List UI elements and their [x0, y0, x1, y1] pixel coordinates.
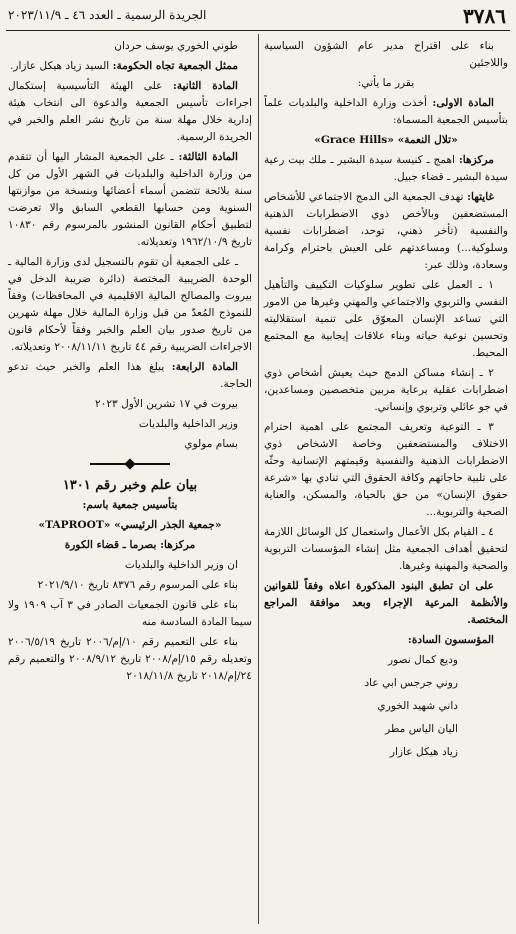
basis-decree: بناء على المرسوم رقم ٨٣٧٦ تاريخ ٢٠٢١/٩/١٠ — [37, 579, 238, 591]
article-4-text: يبلغ هذا العلم والخبر حيث تدعو الحاجة. — [8, 361, 252, 390]
header-rule — [6, 30, 510, 31]
article-1-label: المادة الاولى: — [432, 97, 494, 109]
representative-label: ممثل الجمعية تجاه الحكومة: — [112, 60, 238, 72]
signature-date: بيروت في ١٧ تشرين الأول ٢٠٢٣ — [94, 398, 238, 410]
article-3 — [8, 149, 252, 251]
article-3-text: ـ على الجمعية المشار اليها أن تتقدم من وزارة الداخلية والبلديات في الشهر الأول من كل سنة بلائحة تتضمن أسماء أعضائها وبنسخة من موازنتها السنوية ومن حسابها القطعي السابق والا تعرضت لتطبيق أحكام القانون المنشور بالمرسوم رقم ١٠٨٣٠ تاريخ ١٩٦٢/١٠/٩ وتعديلاته. — [8, 151, 252, 248]
right-column — [264, 38, 508, 767]
headquarters-label: مركزها: — [458, 154, 494, 166]
association-name: «تلال النعمة» «Grace Hills» — [314, 134, 458, 146]
founder-6: طوني الخوري يوسف حردان — [114, 40, 238, 52]
minister-line: ان وزير الداخلية والبلديات — [124, 559, 238, 571]
founder-3: داني شهيد الخوري — [377, 700, 458, 712]
article-2-label: المادة الثانية: — [172, 80, 238, 92]
article-3-tax: ـ على الجمعية أن تقوم بالتسجيل لدى وزارة المالية ـ الوحدة الضريبية المختصة (دائرة ضريبة الدخل في بيروت والمصالح المالية الاقليمية في المحافظات) وفقاً للنموذج المُعدّ من قبل وزارة المالية خلال مهلة شهرين من تاريخ صدور بيان العلم والخبر وفقاً لأحكام قانون الاجراءات الضريبية رقم ٤٤ تاريخ ٢٠٠٨/١١/١١ وتعديلاته. — [8, 256, 252, 353]
goal — [264, 189, 508, 274]
founder-5: زياد هيكل عازار — [389, 746, 458, 758]
article-1-text: أخذت وزارة الداخلية والبلديات علماً بتأسيس الجمعية المسماة: — [264, 97, 508, 126]
page-header — [0, 0, 516, 30]
goal-text: تهدف الجمعية الى الدمج الاجتماعي للأشخاص المستضعفين وبالأخص ذوي الاضطرابات الذهنية والنفسية (تأخر ذهني، توحد، اضطرابات نفسية وسلوكية...) ومساعدتهم على العيش باحترام وكرامة وسعادة، وذلك عبر: — [264, 191, 508, 271]
basis-circular: بناء على التعميم رقم ١٠/إم/٢٠٠٦ تاريخ ٢٠٠٦/٥/١٩ وتعديله رقم ١٥/إم/٢٠٠٨ تاريخ ٢٠٠٨/٩/١٢ والتعميم رقم ٢٤/إم/٢٠١٨ تاريخ ٢٠١٨/١١/٨ — [8, 636, 252, 682]
article-2-text: على الهيئة التأسيسية إستكمال اجراءات تأسيس الجمعية والدعوة الى انتخاب هيئة إدارية خلال مهلة سنة من تاريخ نشر العلم والخبر في الجريدة الرسمية. — [8, 80, 252, 143]
basis-law: بناء على قانون الجمعيات الصادر في ٣ آب ١٩٠٩ ولا سيما المادة السادسة منه — [8, 599, 252, 628]
notice-headquarters: مركزها: بصرما ـ قضاء الكورة — [64, 539, 196, 551]
article-4 — [8, 359, 252, 393]
government-representative — [8, 58, 252, 75]
left-column — [8, 38, 252, 688]
headquarters-text: اهمج ـ كنيسة سيدة البشير ـ ملك بيت رعية سيدة البشير ـ قضاء جبيل. — [264, 154, 508, 183]
representative-text: السيد زياد هيكل عازار. — [10, 60, 110, 72]
article-3-label: المادة الثالثة: — [178, 151, 238, 163]
preamble-proposal: بناء على اقتراح مدير عام الشؤون السياسية واللاجئين — [264, 40, 508, 69]
signature-title: وزير الداخلية والبلديات — [138, 418, 238, 430]
goal-item-1: ١ ـ العمل على تطوير سلوكيات التكييف والتأهيل النفسي والتربوي والاجتماعي والمهني وغيرها من الامور التي تساعد الإنسان المعوّق على تنمية استقلاليته وتحسين نوعية حياته وبناء علاقات إيجابية مع المجتمع المحيط. — [264, 279, 508, 359]
article-1 — [264, 95, 508, 129]
column-divider — [258, 34, 259, 924]
page-number: ٣٧٨٦ — [463, 4, 506, 28]
notice-title: بيان علم وخبر رقم ١٣٠١ — [62, 478, 198, 493]
founder-2: روني جرجس ابي عاد — [364, 677, 458, 689]
founder-4: اليان الياس مطر — [385, 723, 458, 735]
condition-clause: على ان تطبق البنود المذكورة اعلاه وفقاً للقوانين والأنظمة المرعية الإجراء وبعد موافقة المراجع المختصة. — [264, 580, 508, 626]
founder-1: وديع كمال نصور — [388, 654, 458, 666]
headquarters — [264, 152, 508, 186]
signature-name: بسام مولوي — [184, 438, 238, 450]
goal-item-2: ٢ ـ إنشاء مساكن الدمج حيث يعيش أشخاص ذوي اضطرابات عقلية برعاية مربين متخصصين ومساعدين، في جو عائلي وتربوي وإنساني. — [264, 367, 508, 413]
article-2 — [8, 78, 252, 146]
decides-line: يقرر ما يأتي: — [357, 77, 415, 89]
article-4-label: المادة الرابعة: — [171, 361, 238, 373]
section-separator — [8, 459, 252, 469]
founders-label: المؤسسون السادة: — [407, 634, 494, 646]
goal-item-4: ٤ ـ القيام بكل الأعمال واستعمال كل الوسائل اللازمة لتحقيق أهداف الجمعية مثل إنشاء المؤسسات التربوية والصحية والمهنية وغيرها. — [264, 526, 508, 572]
gazette-title: الجريدة الرسمية ـ العدد ٤٦ ـ ٢٠٢٣/١١/٩ — [8, 8, 207, 22]
goal-item-3: ٣ ـ التوعية وتعريف المجتمع على اهمية احترام الاختلاف والمستضعفين وخاصة الاشخاص ذوي الاضطرابات الذهنية والنفسية وقيمتهم الإنسانية وحثّه على تلبية حاجاتهم وكافة الحقوق التي تنادي بها «شرعة حقوق الإنسان» من حق بالحياة، والمسكن، والعناية الصحية والتربوية... — [264, 421, 508, 518]
notice-association-name: «جمعية الجذر الرئيسي» «TAPROOT» — [38, 519, 222, 531]
notice-subtitle: بتأسيس جمعية باسم: — [82, 499, 178, 511]
goal-label: غايتها: — [467, 191, 494, 203]
